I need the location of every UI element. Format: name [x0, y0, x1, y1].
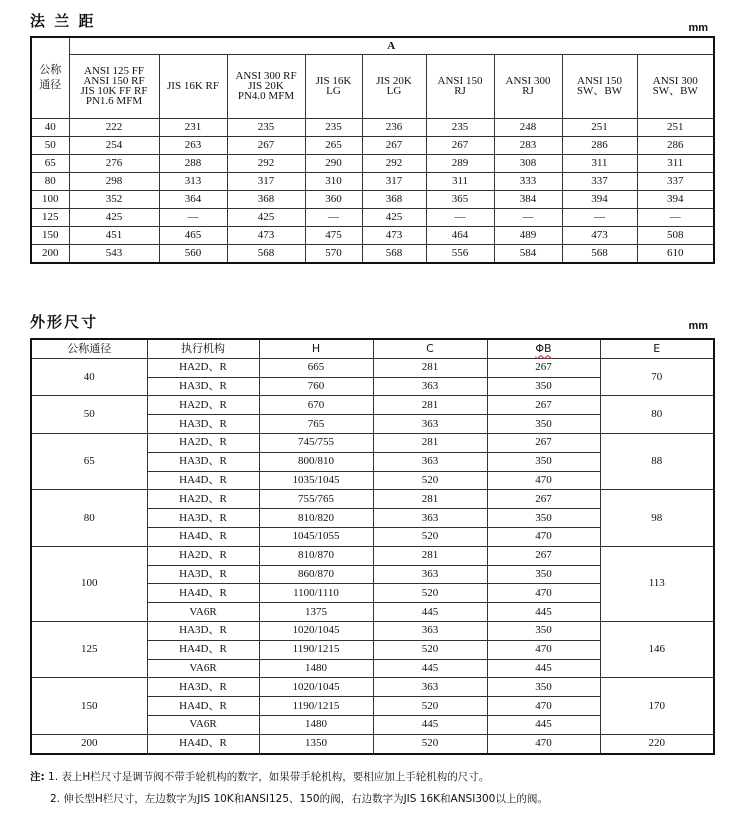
- flange-column-header-line: ANSI 150 RF: [83, 75, 145, 87]
- c-cell: 363: [373, 565, 487, 584]
- flange-value-cell: 251: [562, 118, 637, 136]
- h-cell: 1350: [259, 734, 373, 753]
- nominal-diameter-cell: 50: [31, 396, 147, 434]
- flange-value-cell: 368: [227, 190, 305, 208]
- flange-value-cell: 543: [69, 244, 159, 263]
- c-cell: 363: [373, 509, 487, 528]
- actuator-cell: HA3D、R: [147, 565, 259, 584]
- phi-b-cell: 470: [487, 734, 600, 753]
- flange-value-cell: 308: [494, 154, 562, 172]
- c-cell: 520: [373, 471, 487, 490]
- phi-b-cell: 470: [487, 640, 600, 659]
- actuator-cell: VA6R: [147, 603, 259, 622]
- nominal-diameter-header: [31, 37, 69, 118]
- flange-value-cell: 236: [362, 118, 426, 136]
- c-cell: 445: [373, 603, 487, 622]
- flange-value-cell: 489: [494, 226, 562, 244]
- flange-value-cell: 360: [305, 190, 362, 208]
- nominal-diameter-cell: 200: [31, 734, 147, 753]
- h-cell: 665: [259, 358, 373, 377]
- phi-b-cell: 267: [487, 490, 600, 509]
- h-cell: 1020/1045: [259, 678, 373, 697]
- h-cell: 1480: [259, 659, 373, 678]
- flange-column-header: [426, 54, 494, 118]
- flange-value-cell: 311: [562, 154, 637, 172]
- flange-distance-table: [30, 36, 715, 264]
- phi-b-cell: 350: [487, 452, 600, 471]
- h-cell: 1020/1045: [259, 621, 373, 640]
- h-cell: 1100/1110: [259, 584, 373, 603]
- table-row: [31, 244, 714, 263]
- table-row: [31, 546, 714, 565]
- flange-value-cell: 368: [362, 190, 426, 208]
- flange-column-header-line: PN1.6 MFM: [85, 95, 143, 107]
- nominal-diameter-cell: 65: [31, 154, 69, 172]
- flange-column-header-line: JIS 16K RF: [167, 80, 219, 92]
- phi-b-cell: 267: [487, 396, 600, 415]
- flange-value-cell: 610: [637, 244, 714, 263]
- phi-b-cell: 350: [487, 509, 600, 528]
- h-cell: 1375: [259, 603, 373, 622]
- flange-value-cell: 473: [362, 226, 426, 244]
- flange-value-cell: 267: [227, 136, 305, 154]
- nominal-diameter-cell: 200: [31, 244, 69, 263]
- flange-value-cell: 313: [159, 172, 227, 190]
- flange-value-cell: 464: [426, 226, 494, 244]
- flange-value-cell: 473: [227, 226, 305, 244]
- flange-value-cell: 451: [69, 226, 159, 244]
- e-cell: 113: [600, 546, 714, 621]
- flange-column-header: [159, 54, 227, 118]
- actuator-cell: HA2D、R: [147, 546, 259, 565]
- c-cell: 363: [373, 621, 487, 640]
- flange-value-cell: 568: [227, 244, 305, 263]
- table-row: [31, 734, 714, 753]
- h-cell: 760: [259, 377, 373, 396]
- phi-b-cell: 470: [487, 527, 600, 546]
- flange-column-header: [305, 54, 362, 118]
- actuator-cell: HA3D、R: [147, 377, 259, 396]
- flange-value-cell: 290: [305, 154, 362, 172]
- flange-column-header: [227, 54, 305, 118]
- flange-value-cell: 231: [159, 118, 227, 136]
- h-cell: 745/755: [259, 433, 373, 452]
- flange-value-cell: 235: [426, 118, 494, 136]
- nominal-diameter-cell: 100: [31, 546, 147, 621]
- c-cell: 520: [373, 584, 487, 603]
- flange-value-cell: 337: [637, 172, 714, 190]
- flange-value-cell: 311: [426, 172, 494, 190]
- c-cell: 281: [373, 433, 487, 452]
- header-actuator: 执行机构: [147, 339, 259, 358]
- flange-value-cell: 254: [69, 136, 159, 154]
- actuator-cell: HA3D、R: [147, 509, 259, 528]
- c-cell: 281: [373, 490, 487, 509]
- flange-column-header-line: PN4.0 MFM: [237, 90, 295, 102]
- notes-block: [30, 766, 548, 810]
- nominal-diameter-cell: 150: [31, 678, 147, 734]
- table-row: [31, 190, 714, 208]
- dimensions-unit-label: mm: [688, 320, 708, 332]
- actuator-cell: VA6R: [147, 715, 259, 734]
- h-cell: 800/810: [259, 452, 373, 471]
- flange-value-cell: 425: [227, 208, 305, 226]
- c-cell: 445: [373, 659, 487, 678]
- phi-b-cell: 350: [487, 415, 600, 434]
- flange-value-cell: 286: [562, 136, 637, 154]
- flange-value-cell: —: [159, 208, 227, 226]
- e-cell: 98: [600, 490, 714, 546]
- flange-value-cell: 286: [637, 136, 714, 154]
- flange-column-header-line: JIS 20K: [376, 75, 412, 87]
- c-cell: 520: [373, 640, 487, 659]
- table-row: [31, 433, 714, 452]
- flange-value-cell: 267: [362, 136, 426, 154]
- nominal-diameter-cell: 50: [31, 136, 69, 154]
- phi-b-cell: 470: [487, 584, 600, 603]
- flange-value-cell: 248: [494, 118, 562, 136]
- phi-b-label: ΦB: [535, 342, 552, 356]
- phi-b-cell: 350: [487, 678, 600, 697]
- flange-column-header-line: JIS 20K: [248, 80, 284, 92]
- flange-value-cell: 317: [227, 172, 305, 190]
- actuator-cell: HA2D、R: [147, 490, 259, 509]
- flange-value-cell: 508: [637, 226, 714, 244]
- flange-column-header-line: ANSI 300 RF: [235, 70, 297, 82]
- flange-value-cell: 317: [362, 172, 426, 190]
- phi-b-cell: 470: [487, 697, 600, 716]
- flange-value-cell: 560: [159, 244, 227, 263]
- group-header-a: A: [69, 37, 714, 54]
- flange-value-cell: 475: [305, 226, 362, 244]
- flange-value-cell: 333: [494, 172, 562, 190]
- flange-value-cell: —: [562, 208, 637, 226]
- table-row: [31, 226, 714, 244]
- flange-value-cell: 570: [305, 244, 362, 263]
- e-cell: 70: [600, 358, 714, 396]
- table-row: [31, 396, 714, 415]
- h-cell: 810/820: [259, 509, 373, 528]
- dimensions-section-title: 外形尺寸: [30, 313, 99, 331]
- h-cell: 1480: [259, 715, 373, 734]
- flange-column-header: [562, 54, 637, 118]
- table-row: [31, 136, 714, 154]
- actuator-cell: HA4D、R: [147, 527, 259, 546]
- flange-value-cell: 283: [494, 136, 562, 154]
- flange-column-header-line: RJ: [522, 85, 534, 97]
- nominal-diameter-cell: 80: [31, 172, 69, 190]
- flange-column-header: [69, 54, 159, 118]
- c-cell: 363: [373, 678, 487, 697]
- flange-value-cell: 288: [159, 154, 227, 172]
- c-cell: 520: [373, 527, 487, 546]
- flange-value-cell: 364: [159, 190, 227, 208]
- flange-value-cell: —: [637, 208, 714, 226]
- table-row: [31, 490, 714, 509]
- phi-b-cell: 445: [487, 659, 600, 678]
- e-cell: 88: [600, 433, 714, 489]
- actuator-cell: HA4D、R: [147, 697, 259, 716]
- note-item-2: 2. 伸长型H栏尺寸，左边数字为JIS 10K和ANSI125、150的阀，右边数字为JIS 16K和ANSI300以上的阀。: [50, 793, 548, 805]
- actuator-cell: HA2D、R: [147, 358, 259, 377]
- actuator-cell: HA2D、R: [147, 433, 259, 452]
- flange-unit-label: mm: [688, 22, 708, 34]
- corner-label: 公称通径: [39, 63, 62, 91]
- h-cell: 670: [259, 396, 373, 415]
- phi-b-cell: 350: [487, 621, 600, 640]
- flange-value-cell: 425: [362, 208, 426, 226]
- table-row: [31, 678, 714, 697]
- flange-value-cell: 310: [305, 172, 362, 190]
- table-row: [31, 621, 714, 640]
- flange-value-cell: 263: [159, 136, 227, 154]
- h-cell: 810/870: [259, 546, 373, 565]
- c-cell: 281: [373, 358, 487, 377]
- c-cell: 445: [373, 715, 487, 734]
- h-cell: 755/765: [259, 490, 373, 509]
- phi-b-cell: 267: [487, 433, 600, 452]
- flange-value-cell: 235: [227, 118, 305, 136]
- flange-value-cell: —: [305, 208, 362, 226]
- table-row: [31, 154, 714, 172]
- actuator-cell: HA3D、R: [147, 678, 259, 697]
- flange-column-header-line: ANSI 300: [505, 75, 551, 87]
- flange-value-cell: 384: [494, 190, 562, 208]
- flange-value-cell: 265: [305, 136, 362, 154]
- header-nominal-diameter: 公称通径: [31, 339, 147, 358]
- c-cell: 363: [373, 415, 487, 434]
- c-cell: 363: [373, 452, 487, 471]
- e-cell: 170: [600, 678, 714, 734]
- nominal-diameter-cell: 80: [31, 490, 147, 546]
- c-cell: 520: [373, 734, 487, 753]
- flange-value-cell: 556: [426, 244, 494, 263]
- phi-b-cell: 470: [487, 471, 600, 490]
- nominal-diameter-cell: 125: [31, 208, 69, 226]
- c-cell: 281: [373, 546, 487, 565]
- phi-b-cell: 445: [487, 715, 600, 734]
- flange-value-cell: 267: [426, 136, 494, 154]
- c-cell: 520: [373, 697, 487, 716]
- c-cell: 281: [373, 396, 487, 415]
- actuator-cell: HA4D、R: [147, 734, 259, 753]
- table-row: [31, 208, 714, 226]
- flange-column-header-line: ANSI 125 FF: [84, 65, 144, 77]
- flange-column-header-line: JIS 10K FF RF: [80, 85, 148, 97]
- h-cell: 1190/1215: [259, 640, 373, 659]
- flange-value-cell: 394: [637, 190, 714, 208]
- flange-value-cell: 568: [562, 244, 637, 263]
- flange-column-header-line: LG: [326, 85, 341, 97]
- h-cell: 765: [259, 415, 373, 434]
- h-cell: 1035/1045: [259, 471, 373, 490]
- flange-value-cell: 394: [562, 190, 637, 208]
- flange-value-cell: 251: [637, 118, 714, 136]
- flange-value-cell: 298: [69, 172, 159, 190]
- header-phi-b: [487, 339, 600, 358]
- e-cell: 146: [600, 621, 714, 677]
- flange-value-cell: 365: [426, 190, 494, 208]
- flange-column-header-line: ANSI 150: [437, 75, 483, 87]
- outline-dimensions-table: [30, 338, 715, 755]
- flange-value-cell: 568: [362, 244, 426, 263]
- actuator-cell: VA6R: [147, 659, 259, 678]
- h-cell: 860/870: [259, 565, 373, 584]
- flange-value-cell: 337: [562, 172, 637, 190]
- flange-value-cell: 352: [69, 190, 159, 208]
- flange-value-cell: 465: [159, 226, 227, 244]
- actuator-cell: HA3D、R: [147, 621, 259, 640]
- flange-value-cell: 311: [637, 154, 714, 172]
- nominal-diameter-cell: 65: [31, 433, 147, 489]
- phi-b-cell: 350: [487, 565, 600, 584]
- flange-column-header-line: ANSI 300: [652, 75, 698, 87]
- nominal-diameter-cell: 125: [31, 621, 147, 677]
- phi-b-cell: 267: [487, 358, 600, 377]
- table-row: [31, 172, 714, 190]
- flange-column-header-line: RJ: [454, 85, 466, 97]
- nominal-diameter-cell: 40: [31, 118, 69, 136]
- flange-column-header: [637, 54, 714, 118]
- phi-b-cell: 350: [487, 377, 600, 396]
- actuator-cell: HA4D、R: [147, 471, 259, 490]
- e-cell: 220: [600, 734, 714, 753]
- flange-value-cell: 292: [362, 154, 426, 172]
- actuator-cell: HA4D、R: [147, 584, 259, 603]
- c-cell: 363: [373, 377, 487, 396]
- nominal-diameter-cell: 100: [31, 190, 69, 208]
- flange-value-cell: 292: [227, 154, 305, 172]
- flange-value-cell: 289: [426, 154, 494, 172]
- phi-b-cell: 267: [487, 546, 600, 565]
- flange-column-header-line: SW、BW: [576, 85, 623, 97]
- flange-value-cell: 473: [562, 226, 637, 244]
- flange-value-cell: 425: [69, 208, 159, 226]
- header-h: H: [259, 339, 373, 358]
- flange-column-header-line: ANSI 150: [577, 75, 622, 87]
- table-row: [31, 118, 714, 136]
- flange-value-cell: 276: [69, 154, 159, 172]
- h-cell: 1190/1215: [259, 697, 373, 716]
- table-row: [31, 358, 714, 377]
- h-cell: 1045/1055: [259, 527, 373, 546]
- e-cell: 80: [600, 396, 714, 434]
- flange-column-header-line: JIS 16K: [315, 75, 352, 87]
- nominal-diameter-cell: 40: [31, 358, 147, 396]
- actuator-cell: HA3D、R: [147, 415, 259, 434]
- flange-section-title: 法 兰 距: [30, 12, 96, 30]
- header-c: C: [373, 339, 487, 358]
- flange-value-cell: 584: [494, 244, 562, 263]
- actuator-cell: HA2D、R: [147, 396, 259, 415]
- flange-value-cell: —: [426, 208, 494, 226]
- actuator-cell: HA4D、R: [147, 640, 259, 659]
- flange-column-header: [362, 54, 426, 118]
- header-e: E: [600, 339, 714, 358]
- note-line-2: [30, 788, 548, 810]
- nominal-diameter-cell: 150: [31, 226, 69, 244]
- note-item-1: 1. 表上H栏尺寸是调节阀不带手轮机构的数字，如果带手轮机构，要相应加上手轮机构的尺寸。: [48, 771, 490, 783]
- flange-value-cell: 222: [69, 118, 159, 136]
- flange-column-header: [494, 54, 562, 118]
- actuator-cell: HA3D、R: [147, 452, 259, 471]
- flange-column-header-line: SW、BW: [652, 85, 698, 97]
- phi-b-cell: 445: [487, 603, 600, 622]
- notes-label: 注:: [30, 771, 45, 783]
- flange-column-header-line: LG: [386, 85, 402, 97]
- flange-value-cell: —: [494, 208, 562, 226]
- note-line-1: [30, 766, 548, 788]
- flange-value-cell: 235: [305, 118, 362, 136]
